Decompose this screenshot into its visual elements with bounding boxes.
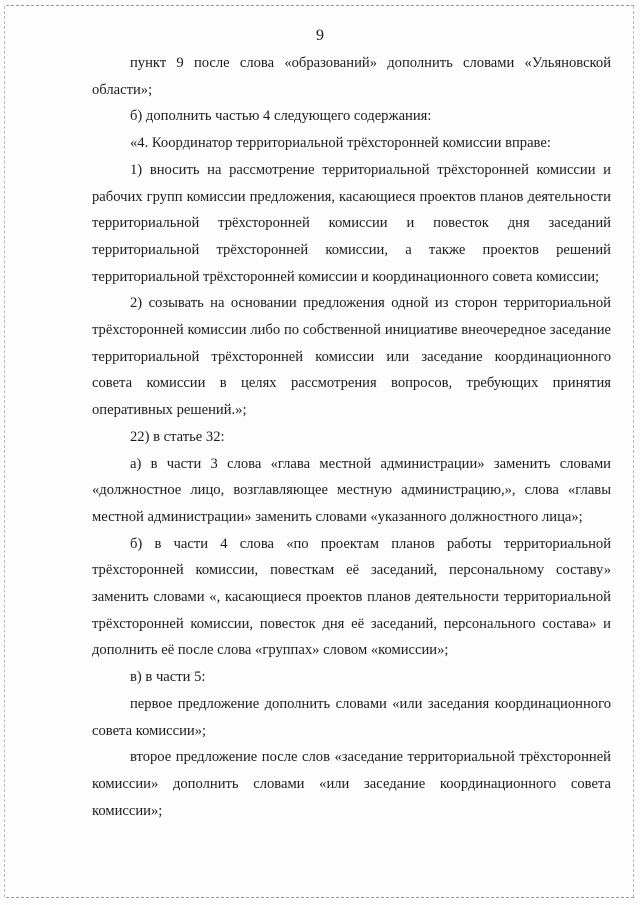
paragraph-1: пункт 9 после слова «образований» дополнить словами «Ульяновской области»;	[92, 55, 611, 98]
scan-edge-right	[633, 6, 634, 897]
paragraph-2: б) дополнить частью 4 следующего содержания:	[130, 108, 432, 125]
paragraph-3: «4. Координатор территориальной трёхсторонней комиссии вправе:	[130, 135, 551, 152]
scan-edge-top	[6, 5, 634, 6]
paragraph-9: в) в части 5:	[130, 669, 206, 686]
paragraph-11: второе предложение после слов «заседание территориальной трёхсторонней комиссии» дополнить словами «или заседание координационного совета комиссии»;	[92, 749, 611, 819]
page-number: 9	[316, 27, 324, 44]
scan-edge-left	[4, 6, 5, 897]
paragraph-10: первое предложение дополнить словами «или заседания координационного совета комиссии»;	[92, 695, 611, 739]
paragraph-4: 1) вносить на рассмотрение территориальной трёхсторонней комиссии и рабочих групп комиссии предложения, касающиеся проектов планов деятельности территориальной трёхсторонней комиссии и повесток дня заседаний территориальной трёхсторонней комиссии, а также проектов решений территориальной трёхсторонней комиссии и координационного совета комиссии;	[92, 161, 611, 285]
paragraph-5: 2) созывать на основании предложения одной из сторон территориальной трёхсторонней комиссии либо по собственной инициативе внеочередное заседание территориальной трёхсторонней комиссии или заседание координационного совета комиссии в целях рассмотрения вопросов, требующих принятия оперативных решений.»;	[92, 295, 611, 419]
document-body	[92, 50, 611, 824]
paragraph-6: 22) в статье 32:	[130, 428, 225, 445]
paragraph-7: а) в части 3 слова «глава местной администрации» заменить словами «должностное лицо, возглавляющее местную администрацию,», слова «главы местной администрации» заменить словами «указанного должностного лица»;	[92, 455, 611, 525]
scan-edge-bottom	[6, 897, 634, 898]
paragraph-8: б) в части 4 слова «по проектам планов работы территориальной трёхсторонней комиссии, повесткам её заседаний, персональному составу» заменить словами «, касающиеся проектов планов деятельности территориальной трёхсторонней комиссии, повесток дня её заседаний, персонального состава» и дополнить её после слова «группах» словом «комиссии»;	[92, 535, 611, 659]
